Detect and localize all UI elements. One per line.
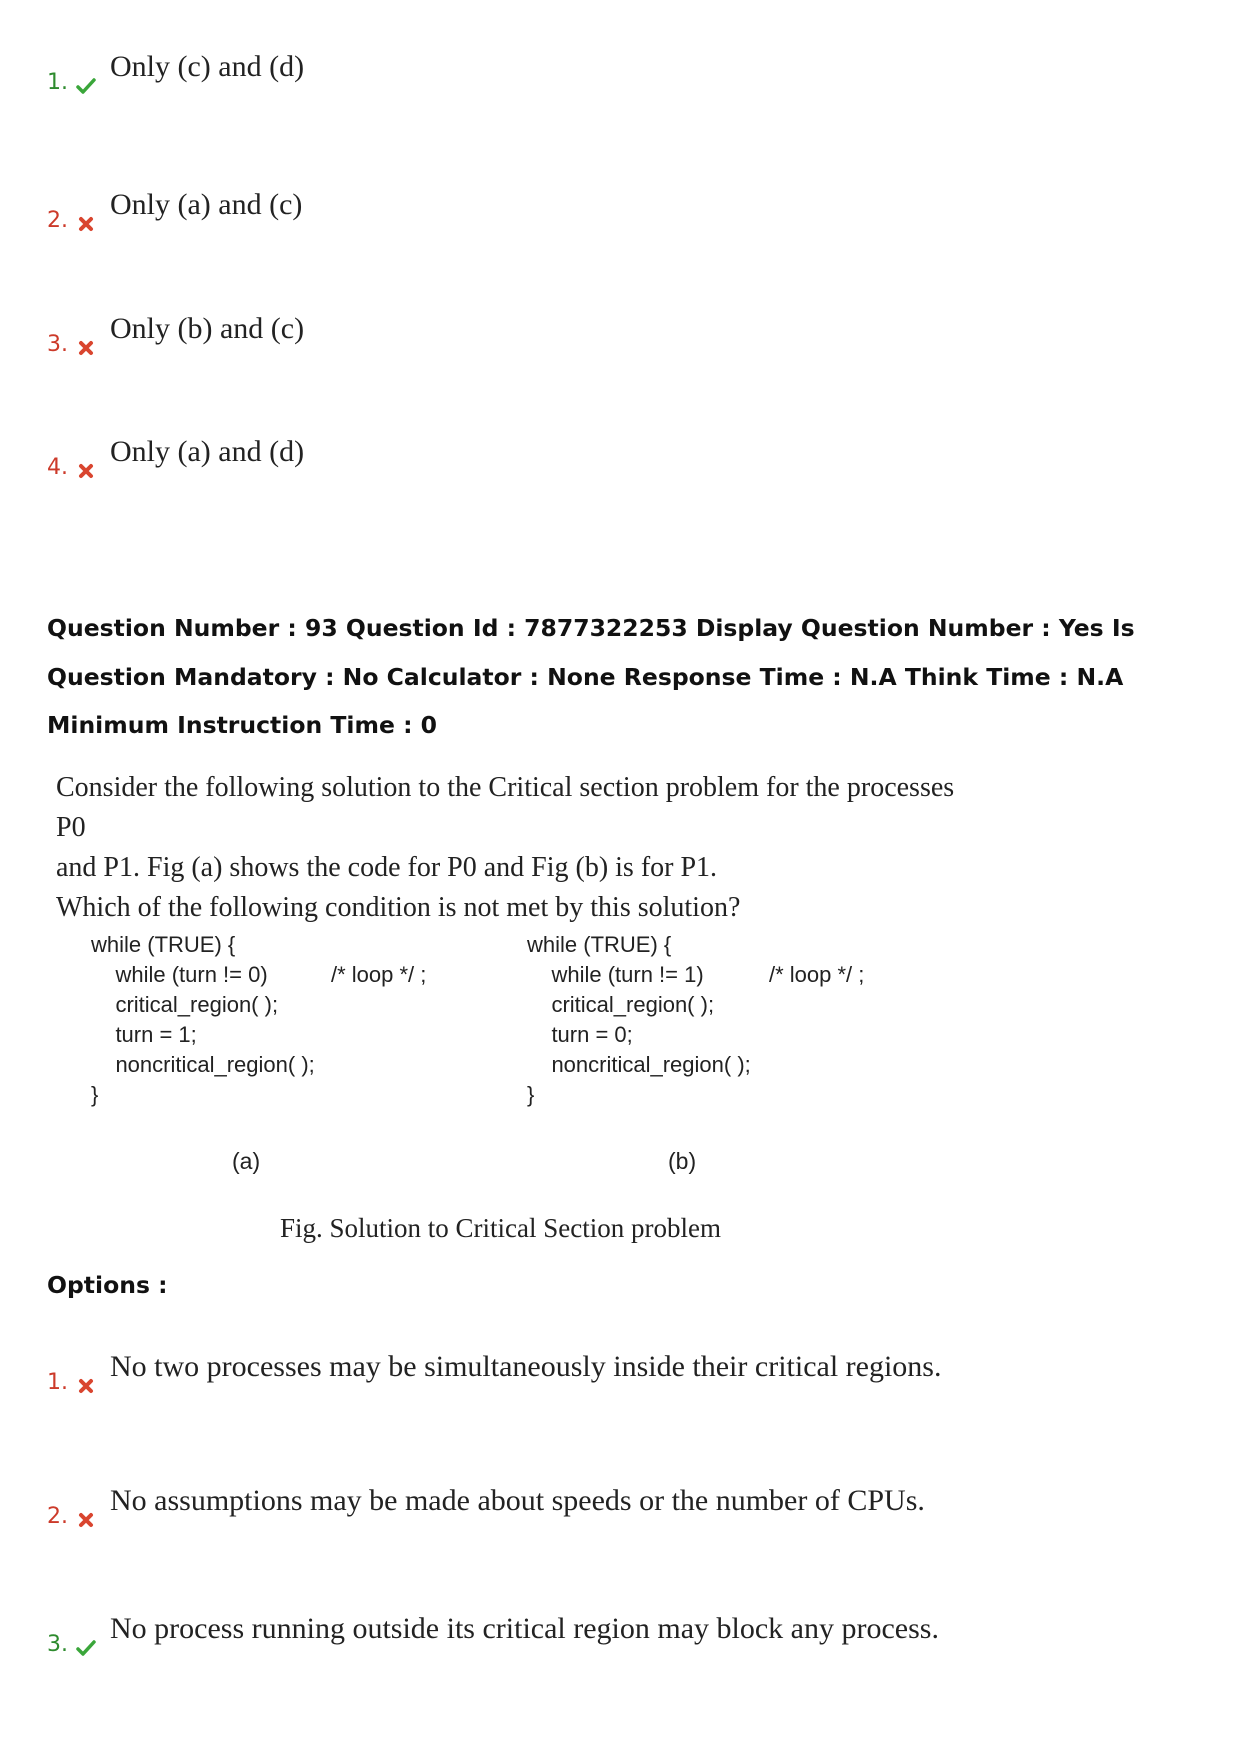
option-number: 1. xyxy=(47,1370,68,1395)
option-text: No assumptions may be made about speeds or the number of CPUs. xyxy=(110,1484,925,1517)
figure-caption: Fig. Solution to Critical Section problem xyxy=(280,1213,721,1243)
code-line: } xyxy=(527,1082,535,1107)
option-text: Only (a) and (c) xyxy=(110,188,303,221)
option-number: 2. xyxy=(47,1504,68,1529)
option-text: No two processes may be simultaneously inside their critical regions. xyxy=(110,1350,942,1383)
cross-icon xyxy=(76,1512,96,1528)
figure-label-b: (b) xyxy=(668,1148,697,1174)
code-line: while (turn != 0) xyxy=(91,962,268,987)
option-text: Only (a) and (d) xyxy=(110,435,305,468)
option-1 xyxy=(47,1350,942,1395)
option-number: 1. xyxy=(47,70,68,95)
prev-option-4 xyxy=(47,435,305,480)
code-line: turn = 0; xyxy=(527,1022,633,1047)
cross-icon xyxy=(76,340,96,356)
option-text: Only (b) and (c) xyxy=(110,312,305,345)
option-number: 3. xyxy=(47,332,68,357)
code-line: noncritical_region( ); xyxy=(527,1052,751,1077)
option-number: 2. xyxy=(47,208,68,233)
code-line: } xyxy=(91,1082,99,1107)
question-text-line: Which of the following condition is not met by this solution? xyxy=(56,892,741,923)
code-line: critical_region( ); xyxy=(527,992,715,1017)
cross-icon xyxy=(76,1378,96,1394)
code-line: while (turn != 1) xyxy=(527,962,704,987)
code-line: while (TRUE) { xyxy=(527,932,672,957)
option-number: 4. xyxy=(47,455,68,480)
option-number: 3. xyxy=(47,1632,68,1657)
prev-option-1 xyxy=(47,50,305,95)
question-metadata: Question Number : 93 Question Id : 7877322253 Display Question Number : Yes Is Question Mandatory : No Calculator : None Response Time : N.A Think Time : N.A Minimum Instruction Time : 0 xyxy=(47,614,1135,739)
option-text: No process running outside its critical region may block any process. xyxy=(110,1612,939,1645)
option-text: Only (c) and (d) xyxy=(110,50,305,83)
cross-icon xyxy=(76,216,96,232)
figure-label-a: (a) xyxy=(232,1148,261,1174)
code-line: critical_region( ); xyxy=(91,992,279,1017)
code-line: turn = 1; xyxy=(91,1022,197,1047)
check-icon xyxy=(76,78,96,94)
question-text-line: Consider the following solution to the Critical section problem for the processes P0 xyxy=(56,772,955,843)
option-3 xyxy=(47,1612,939,1657)
question-text-line: and P1. Fig (a) shows the code for P0 and Fig (b) is for P1. xyxy=(56,852,718,883)
cross-icon xyxy=(76,463,96,479)
code-line: noncritical_region( ); xyxy=(91,1052,315,1077)
options-label: Options : xyxy=(47,1271,168,1299)
check-icon xyxy=(76,1640,96,1656)
option-2 xyxy=(47,1484,925,1529)
code-line: while (TRUE) { xyxy=(91,932,236,957)
prev-option-3 xyxy=(47,312,305,357)
code-comment: /* loop */ ; xyxy=(331,962,427,987)
code-comment: /* loop */ ; xyxy=(769,962,865,987)
question-text xyxy=(56,768,956,928)
prev-option-2 xyxy=(47,188,303,233)
